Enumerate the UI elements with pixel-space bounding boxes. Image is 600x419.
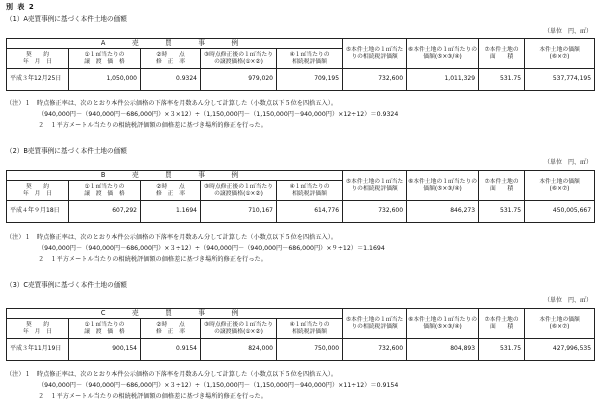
note-line: ２ １平方メートル当たりの相続税評価額の価格差に基づき場所的修正を行った。 <box>38 393 267 400</box>
cell-v1: 607,292 <box>69 201 141 223</box>
case-header: C 売 買 事 例 <box>7 309 343 319</box>
col-header-date: 契 約 年 月 日 <box>7 181 69 201</box>
cell-v5: 732,600 <box>343 69 407 91</box>
col-header-5: ⑤本件土地の１㎡当たりの相続税評価額 <box>343 171 407 201</box>
cell-v6: 804,893 <box>407 339 479 361</box>
col-header-3: ③時点修正後の１㎡当たりの譲渡価格(①×②) <box>201 319 277 339</box>
cell-v2: 0.9154 <box>141 339 201 361</box>
col-header-4: ④１㎡当たりの 相続税評価額 <box>277 181 343 201</box>
col-header-6: ⑥本件土地の１㎡当たりの価額(⑤×③/④) <box>407 39 479 69</box>
col-header-6: ⑥本件土地の１㎡当たりの価額(⑤×③/④) <box>407 309 479 339</box>
note-formula: （940,000円－（940,000円－686,000円）×３×12）÷（1,150,000円－（1,150,000円－940,000円）×12÷12）＝0.9324 <box>38 111 399 118</box>
table-row <box>7 201 595 223</box>
note-line: （注）１ 時点修正率は、次のとおり本件公示価格の下落率を月数あん分して計算した（小数点以下５位を四捨五入）。 <box>6 100 338 107</box>
section-title: （1）A売買事例に基づく本件土地の価額 <box>6 15 127 23</box>
col-header-5: ⑤本件土地の１㎡当たりの相続税評価額 <box>343 309 407 339</box>
cell-v8: 450,005,667 <box>525 201 595 223</box>
cell-v7: 531.75 <box>479 339 525 361</box>
cell-date: 平成３年11月19日 <box>7 339 69 361</box>
page-title: 別 表 2 <box>6 3 35 11</box>
cell-v6: 846,273 <box>407 201 479 223</box>
case-header: B 売 買 事 例 <box>7 171 343 181</box>
cell-v1: 900,154 <box>69 339 141 361</box>
note-formula: （940,000円－（940,000円－686,000円）×３÷12）÷（1,150,000円－（1,150,000円－940,000円）×11÷12）＝0.9154 <box>38 382 399 389</box>
cell-v3: 824,000 <box>201 339 277 361</box>
valuation-table-c <box>6 308 595 361</box>
col-header-1: ①１㎡当たりの 譲 渡 価 格 <box>69 319 141 339</box>
cell-date: 平成４年９月18日 <box>7 201 69 223</box>
col-header-2: ②時 点 修 正 率 <box>141 319 201 339</box>
col-header-6: ⑥本件土地の１㎡当たりの価額(⑤×③/④) <box>407 171 479 201</box>
cell-v8: 427,996,535 <box>525 339 595 361</box>
cell-v4: 614,776 <box>277 201 343 223</box>
col-header-2: ②時 点 修 正 率 <box>141 181 201 201</box>
valuation-table-b <box>6 170 595 223</box>
col-header-1: ①１㎡当たりの 譲 渡 価 格 <box>69 181 141 201</box>
note-line: ２ １平方メートル当たりの相続税評価額の価格差に基づき場所的修正を行った。 <box>38 256 267 263</box>
unit-label: （単位 円、㎡） <box>543 297 592 304</box>
col-header-8: 本件土地の価額 (⑥×⑦) <box>525 39 595 69</box>
cell-v1: 1,050,000 <box>69 69 141 91</box>
unit-label: （単位 円、㎡） <box>543 159 592 166</box>
note-formula: （940,000円－（940,000円－686,000円）×３÷12）÷（940,000円－（940,000円－686,000円）×９÷12）＝1.1694 <box>38 245 385 252</box>
cell-v3: 710,167 <box>201 201 277 223</box>
cell-v2: 0.9324 <box>141 69 201 91</box>
cell-v8: 537,774,195 <box>525 69 595 91</box>
col-header-2: ②時 点 修 正 率 <box>141 49 201 69</box>
table-row <box>7 339 595 361</box>
col-header-5: ⑤本件土地の１㎡当たりの相続税評価額 <box>343 39 407 69</box>
note-line: ２ １平方メートル当たりの相続税評価額の価格差に基づき場所的修正を行った。 <box>38 122 267 129</box>
section-title: （3）C売買事例に基づく本件土地の価額 <box>6 281 127 289</box>
cell-v5: 732,600 <box>343 201 407 223</box>
col-header-4: ④１㎡当たりの 相続税評価額 <box>277 49 343 69</box>
col-header-3: ③時点修正後の１㎡当たりの譲渡価格(①×②) <box>201 181 277 201</box>
col-header-4: ④１㎡当たりの 相続税評価額 <box>277 319 343 339</box>
cell-v7: 531.75 <box>479 69 525 91</box>
case-header: A 売 買 事 例 <box>7 39 343 49</box>
table-row <box>7 69 595 91</box>
section-title: （2）B売買事例に基づく本件土地の価額 <box>6 147 127 155</box>
col-header-7: ⑦本件土地の 面 積 <box>479 309 525 339</box>
col-header-3: ③時点修正後の１㎡当たりの譲渡価格(①×②) <box>201 49 277 69</box>
col-header-8: 本件土地の価額 (⑥×⑦) <box>525 171 595 201</box>
col-header-date: 契 約 年 月 日 <box>7 49 69 69</box>
note-line: （注）１ 時点修正率は、次のとおり本件公示価格の下落率を月数あん分して計算した（小数点以下５位を四捨五入）。 <box>6 371 338 378</box>
cell-date: 平成３年12月25日 <box>7 69 69 91</box>
col-header-7: ⑦本件土地の 面 積 <box>479 39 525 69</box>
cell-v6: 1,011,329 <box>407 69 479 91</box>
col-header-1: ①１㎡当たりの 譲 渡 価 格 <box>69 49 141 69</box>
valuation-table-a <box>6 38 595 91</box>
cell-v3: 979,020 <box>201 69 277 91</box>
col-header-date: 契 約 年 月 日 <box>7 319 69 339</box>
cell-v2: 1.1694 <box>141 201 201 223</box>
note-line: （注）１ 時点修正率は、次のとおり本件公示価格の下落率を月数あん分して計算した（小数点以下５位を四捨五入）。 <box>6 234 338 241</box>
unit-label: （単位 円、㎡） <box>543 28 592 35</box>
cell-v4: 750,000 <box>277 339 343 361</box>
cell-v7: 531.75 <box>479 201 525 223</box>
cell-v4: 709,195 <box>277 69 343 91</box>
cell-v5: 732,600 <box>343 339 407 361</box>
col-header-7: ⑦本件土地の 面 積 <box>479 171 525 201</box>
col-header-8: 本件土地の価額 (⑥×⑦) <box>525 309 595 339</box>
